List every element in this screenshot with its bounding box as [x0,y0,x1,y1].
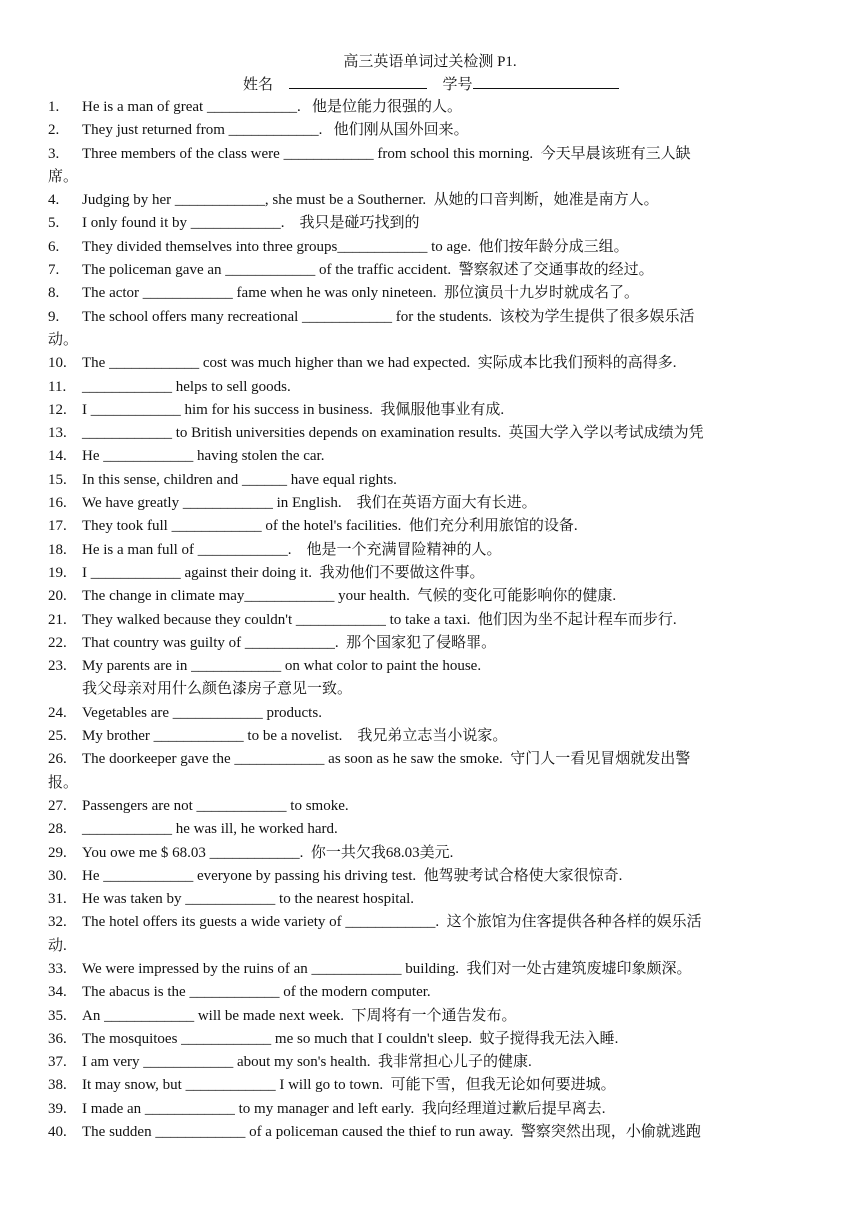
question-item [48,842,818,865]
question-text: He is a man full of ____________. 他是一个充满冒险精神的人。 [82,541,502,558]
question-item [48,212,818,235]
question-item [48,189,818,212]
question-text: The change in climate may____________ your health. 气候的变化可能影响你的健康. [82,588,617,605]
question-number: 19. [48,564,67,581]
question-item [48,981,818,1004]
question-text: I ____________ him for his success in business. 我佩服他事业有成. [82,401,505,418]
question-item [48,143,818,166]
question-number: 14. [48,448,67,465]
question-item [48,469,818,492]
question-text: I made an ____________ to my manager and left early. 我向经理道过歉后提早离去. [82,1100,606,1117]
question-number: 37. [48,1054,67,1071]
question-number: 6. [48,238,60,255]
question-item [48,515,818,538]
question-text: That country was guilty of ____________. 那个国家犯了侵略罪。 [82,634,497,651]
question-list [48,96,818,1144]
question-text: Passengers are not ____________ to smoke. [82,797,349,814]
question-number: 32. [48,914,67,931]
question-text: The actor ____________ fame when he was only nineteen. 那位演员十九岁时就成名了。 [82,285,639,302]
question-translation: 我父母亲对用什么颜色漆房子意见一致。 [82,681,353,698]
question-item [48,1098,818,1121]
question-number: 3. [48,145,60,162]
question-item [48,795,818,818]
student-info-row [243,74,619,95]
question-text: The ____________ cost was much higher than we had expected. 实际成本比我们预料的高得多. [82,355,677,372]
question-number: 29. [48,844,67,861]
question-item [48,865,818,888]
question-number: 18. [48,541,67,558]
question-text: They took full ____________ of the hotel's facilities. 他们充分利用旅馆的设备. [82,518,578,535]
question-text: They divided themselves into three groups____________ to age. 他们按年龄分成三组。 [82,238,629,255]
question-item [48,725,818,748]
question-number: 31. [48,891,67,908]
question-item [48,748,818,771]
question-text: I only found it by ____________. 我只是碰巧找到的 [82,215,420,232]
question-text-continuation: 席。 [48,168,79,185]
question-text: The sudden ____________ of a policeman caused the thief to run away. 警察突然出现，小偷就逃跑 [82,1124,701,1141]
question-item [48,702,818,725]
question-text: I ____________ against their doing it. 我劝他们不要做这件事。 [82,564,485,581]
question-number: 13. [48,425,67,442]
question-text: My brother ____________ to be a novelist. 我兄弟立志当小说家。 [82,728,508,745]
question-number: 4. [48,192,60,209]
question-item [48,818,818,841]
question-number: 11. [48,378,67,395]
question-number: 38. [48,1077,67,1094]
question-item [48,609,818,632]
question-text: The policeman gave an ____________ of the traffic accident. 警察叙述了交通事故的经过。 [82,262,654,279]
question-item [48,562,818,585]
question-text: An ____________ will be made next week. 下周将有一个通告发布。 [82,1007,517,1024]
question-number: 26. [48,751,67,768]
question-item [48,655,818,678]
question-number: 40. [48,1124,67,1141]
question-text-continuation: 动. [48,937,67,954]
question-text: They walked because they couldn't ____________ to take a taxi. 他们因为坐不起计程车而步行. [82,611,677,628]
question-item [48,958,818,981]
question-text: It may snow, but ____________ I will go to town. 可能下雪，但我无论如何要进城。 [82,1077,616,1094]
question-text: The school offers many recreational ____________ for the students. 该校为学生提供了很多娱乐活 [82,308,695,325]
question-item [48,492,818,515]
question-number: 33. [48,960,67,977]
question-text: ____________ to British universities depends on examination results. 英国大学入学以考试成绩为凭 [82,425,704,442]
question-item [48,1074,818,1097]
question-text: Judging by her ____________, she must be a Southerner. 从她的口音判断，她准是南方人。 [82,192,659,209]
question-text: You owe me $ 68.03 ____________. 你一共欠我68.03美元. [82,844,454,861]
question-text: I am very ____________ about my son's health. 我非常担心儿子的健康. [82,1054,532,1071]
question-item [48,888,818,911]
question-text-continuation: 动。 [48,331,79,348]
question-text: He was taken by ____________ to the nearest hospital. [82,891,415,908]
question-number: 8. [48,285,60,302]
question-item [48,236,818,259]
question-text: ____________ helps to sell goods. [82,378,291,395]
question-number: 16. [48,495,67,512]
question-item [48,352,818,375]
question-item [48,1028,818,1051]
question-item [48,96,818,119]
question-item [48,282,818,305]
question-number: 34. [48,984,67,1001]
question-number: 27. [48,797,67,814]
question-text: He is a man of great ____________. 他是位能力很强的人。 [82,99,462,115]
question-text: The hotel offers its guests a wide variety of ____________. 这个旅馆为住客提供各种各样的娱乐活 [82,914,702,931]
question-number: 36. [48,1030,67,1047]
question-number: 35. [48,1007,67,1024]
question-number: 5. [48,215,60,232]
question-item [48,445,818,468]
question-text: The doorkeeper gave the ____________ as soon as he saw the smoke. 守门人一看见冒烟就发出警 [82,751,691,768]
question-item [48,376,818,399]
question-text: The abacus is the ____________ of the modern computer. [82,984,431,1001]
question-item [48,585,818,608]
question-number: 10. [48,355,67,372]
question-text: We were impressed by the ruins of an ____________ building. 我们对一处古建筑废墟印象颇深。 [82,960,692,977]
question-item [48,1051,818,1074]
question-number: 25. [48,728,67,745]
question-number: 21. [48,611,67,628]
question-number: 39. [48,1100,67,1117]
question-item [48,259,818,282]
question-text-continuation: 报。 [48,774,79,791]
question-text: He ____________ having stolen the car. [82,448,325,465]
question-number: 22. [48,634,67,651]
question-number: 24. [48,704,67,721]
question-item [48,306,818,329]
question-item [48,539,818,562]
question-number: 17. [48,518,67,535]
id-label: 学号 [442,77,473,93]
question-text: Three members of the class were ____________ from school this morning. 今天早晨该班有三人缺 [82,145,691,162]
name-label: 姓名 [243,77,274,93]
question-number: 9. [48,308,60,325]
name-blank[interactable] [289,74,427,89]
question-text: We have greatly ____________ in English. 我们在英语方面大有长进。 [82,495,537,512]
question-item [48,911,818,934]
question-number: 15. [48,471,67,488]
question-text: They just returned from ____________. 他们刚从国外回来。 [82,122,469,139]
question-item [48,1005,818,1028]
question-number: 30. [48,867,67,884]
question-text: The mosquitoes ____________ me so much that I couldn't sleep. 蚊子搅得我无法入睡. [82,1030,619,1047]
id-blank[interactable] [473,74,619,89]
page-title: 高三英语单词过关检测 P1. [343,54,517,70]
question-number: 28. [48,821,67,838]
question-item [48,422,818,445]
question-number: 23. [48,658,67,675]
question-text: Vegetables are ____________ products. [82,704,322,721]
question-number: 7. [48,262,60,279]
question-number: 12. [48,401,67,418]
question-number: 1. [48,99,60,115]
question-text: He ____________ everyone by passing his driving test. 他驾驶考试合格使大家很惊奇. [82,867,623,884]
question-text: In this sense, children and ______ have equal rights. [82,471,397,488]
question-number: 2. [48,122,60,139]
question-item [48,399,818,422]
question-item [48,119,818,142]
question-text: ____________ he was ill, he worked hard. [82,821,338,838]
question-number: 20. [48,588,67,605]
question-text: My parents are in ____________ on what color to paint the house. [82,658,482,675]
question-item [48,632,818,655]
question-item [48,1121,818,1144]
